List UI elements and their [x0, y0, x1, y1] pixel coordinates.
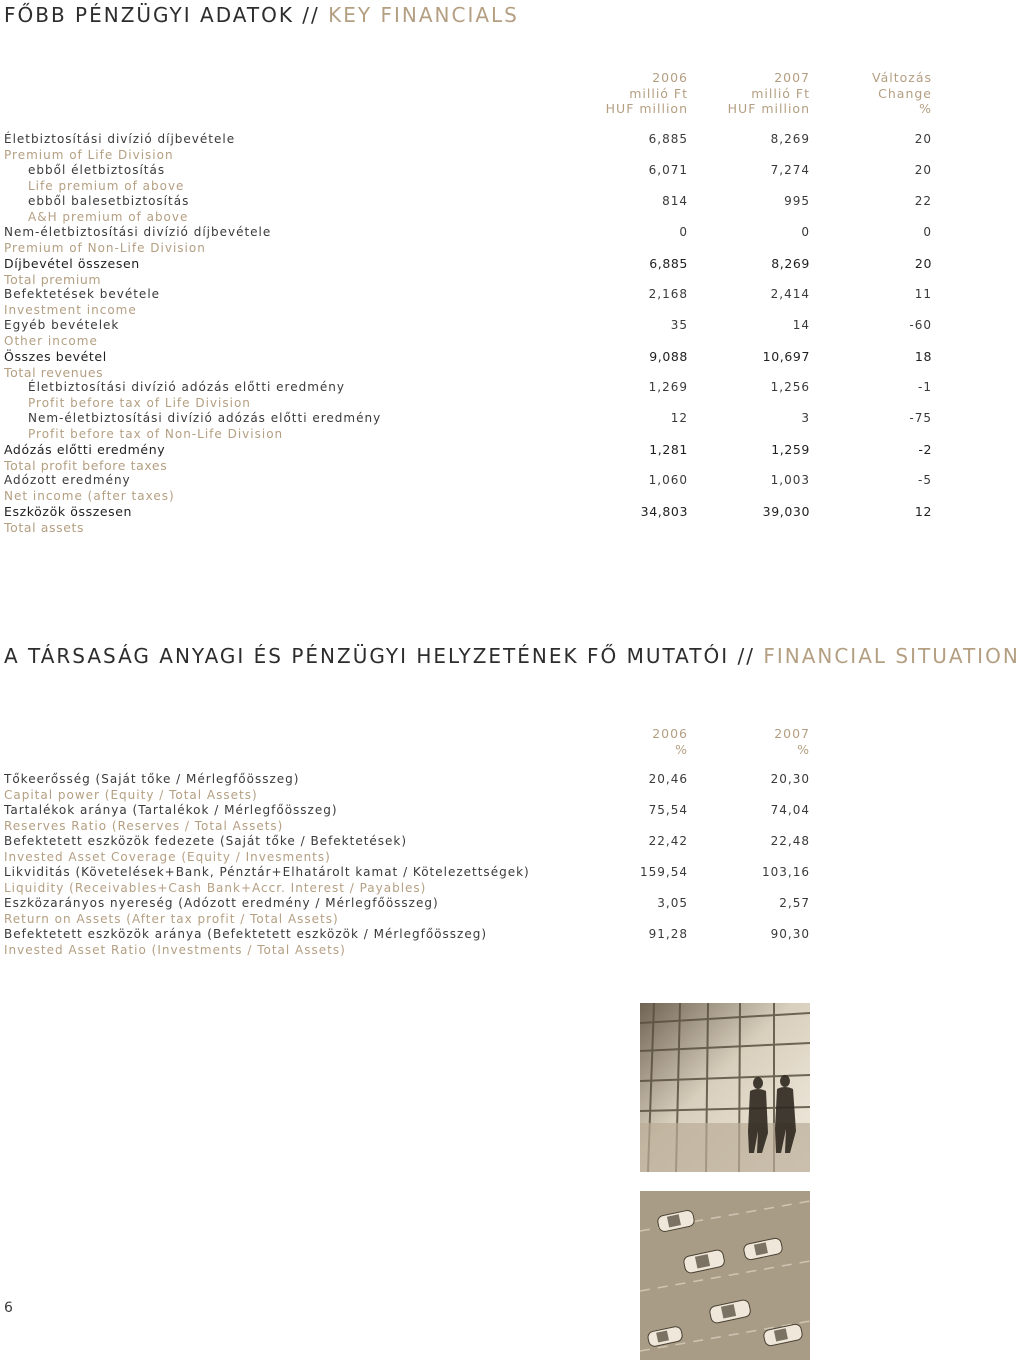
row-label-en: Net income (after taxes)	[4, 488, 175, 503]
value-2006: 3,05	[657, 896, 688, 910]
value-2007: 7,274	[770, 163, 810, 177]
row-label-hu: Életbiztosítási divízió díjbevétele	[4, 132, 236, 146]
value-2006: 6,071	[648, 163, 688, 177]
value-2007: 2,414	[770, 287, 810, 301]
value-2006: 2,168	[648, 287, 688, 301]
row-label-en: Reserves Ratio (Reserves / Total Assets)	[4, 818, 284, 833]
row-label-en: Liquidity (Receivables+Cash Bank+Accr. Interest / Payables)	[4, 880, 427, 895]
value-2006: 814	[662, 194, 688, 208]
value-2006: 159,54	[640, 865, 688, 879]
col-header-2006	[600, 70, 688, 117]
col-header-line: 2006	[652, 70, 688, 85]
col-header-2006	[600, 726, 688, 757]
table-row	[4, 163, 932, 194]
value-2007: 0	[801, 225, 810, 239]
title-hu: A TÁRSASÁG ANYAGI ÉS PÉNZÜGYI HELYZETÉNEK FŐ MUTATÓI //	[4, 644, 764, 668]
col-header-line: %	[675, 741, 688, 757]
value-change: 12	[914, 504, 932, 519]
row-label-hu: Tartalékok aránya (Tartalékok / Mérlegfőösszeg)	[4, 803, 338, 817]
col-header-line: 2006	[652, 726, 688, 741]
value-2006: 6,885	[649, 256, 688, 271]
row-label-en: Other income	[4, 333, 98, 348]
col-header-line: HUF million	[727, 101, 810, 116]
value-2007: 1,256	[770, 380, 810, 394]
table-row	[4, 834, 932, 865]
value-change: 0	[923, 225, 932, 239]
title-en: FINANCIAL SITUATION	[763, 644, 1020, 668]
value-2006: 0	[679, 225, 688, 239]
col-header-line: %	[797, 741, 810, 757]
row-label-en: Profit before tax of Life Division	[28, 395, 251, 410]
col-header-line: Change	[878, 85, 932, 101]
value-2007: 103,16	[762, 865, 810, 879]
title-en: KEY FINANCIALS	[328, 3, 519, 27]
row-label-hu: ebből életbiztosítás	[28, 163, 166, 177]
value-2007: 10,697	[762, 349, 810, 364]
aerial-cars-photo-art	[640, 1191, 810, 1360]
business-people-photo	[640, 1003, 810, 1172]
value-2007: 90,30	[770, 927, 810, 941]
value-2006: 12	[670, 411, 688, 425]
col-header-line: Változás	[872, 70, 932, 85]
row-label-hu: Nem-életbiztosítási divízió díjbevétele	[4, 225, 272, 239]
value-2006: 1,281	[649, 442, 688, 457]
row-label-hu: Egyéb bevételek	[4, 318, 120, 332]
col-header-line: millió Ft	[629, 85, 688, 101]
table-row	[4, 803, 932, 834]
row-label-hu: Adózott eredmény	[4, 473, 131, 487]
row-label-en: Premium of Life Division	[4, 147, 174, 162]
row-label-hu: ebből balesetbiztosítás	[28, 194, 190, 208]
aerial-cars-photo	[640, 1191, 810, 1360]
col-header-line: %	[919, 101, 932, 116]
table-row-total	[4, 349, 932, 380]
row-label-hu: Likviditás (Követelések+Bank, Pénztár+Elhatárolt kamat / Kötelezettségek)	[4, 865, 530, 879]
row-label-en: A&H premium of above	[28, 209, 189, 224]
financial-situation-title	[4, 644, 1020, 668]
row-label-hu: Eszközök összesen	[4, 504, 133, 519]
value-change: 18	[914, 349, 932, 364]
value-change: -5	[918, 473, 932, 487]
value-change: -2	[918, 442, 932, 457]
value-change: 20	[914, 132, 932, 146]
table-row	[4, 927, 932, 958]
row-label-en: Invested Asset Ratio (Investments / Total Assets)	[4, 942, 346, 957]
table-row	[4, 865, 932, 896]
col-header-line: millió Ft	[751, 85, 810, 101]
table-row-total	[4, 256, 932, 287]
table-row	[4, 772, 932, 803]
value-2006: 91,28	[648, 927, 688, 941]
value-2007: 8,269	[771, 256, 810, 271]
value-2006: 22,42	[648, 834, 688, 848]
value-2007: 14	[792, 318, 810, 332]
value-2007: 74,04	[770, 803, 810, 817]
row-label-hu: Díjbevétel összesen	[4, 256, 140, 271]
value-2006: 34,803	[640, 504, 688, 519]
table-row	[4, 132, 932, 163]
row-label-hu: Befektetett eszközök aránya (Befektetett eszközök / Mérlegfőösszeg)	[4, 927, 487, 941]
value-change: 11	[914, 287, 932, 301]
row-label-en: Invested Asset Coverage (Equity / Invesments)	[4, 849, 331, 864]
value-2006: 6,885	[648, 132, 688, 146]
value-change: -60	[909, 318, 932, 332]
table-row	[4, 287, 932, 318]
key-financials-title	[4, 3, 519, 27]
col-header-line: HUF million	[605, 101, 688, 116]
col-header-2007	[720, 70, 810, 117]
page-number: 6	[4, 1300, 13, 1316]
value-2007: 3	[801, 411, 810, 425]
row-label-en: Profit before tax of Non-Life Division	[28, 426, 284, 441]
value-2007: 995	[784, 194, 810, 208]
col-header-line: 2007	[774, 726, 810, 741]
row-label-en: Capital power (Equity / Total Assets)	[4, 787, 258, 802]
col-header-change	[842, 70, 932, 117]
value-2006: 35	[670, 318, 688, 332]
value-change: 20	[914, 256, 932, 271]
value-2007: 20,30	[770, 772, 810, 786]
row-label-hu: Befektetések bevétele	[4, 287, 161, 301]
value-2006: 1,269	[648, 380, 688, 394]
row-label-en: Investment income	[4, 302, 137, 317]
value-2006: 1,060	[648, 473, 688, 487]
row-label-hu: Adózás előtti eredmény	[4, 442, 166, 457]
table-row	[4, 411, 932, 442]
row-label-en: Total revenues	[4, 364, 104, 380]
title-hu: FŐBB PÉNZÜGYI ADATOK //	[4, 3, 329, 27]
value-change: 20	[914, 163, 932, 177]
business-people-photo-art	[640, 1003, 810, 1172]
row-label-hu: Tőkeerősség (Saját tőke / Mérlegfőösszeg)	[4, 772, 300, 786]
row-label-hu: Eszközarányos nyereség (Adózott eredmény / Mérlegfőösszeg)	[4, 896, 439, 910]
value-2007: 8,269	[770, 132, 810, 146]
row-label-en: Total profit before taxes	[4, 457, 168, 473]
row-label-en: Premium of Non-Life Division	[4, 240, 206, 255]
table-row-total	[4, 442, 932, 473]
value-2007: 39,030	[762, 504, 810, 519]
table-row	[4, 225, 932, 256]
value-2006: 75,54	[648, 803, 688, 817]
row-label-en: Life premium of above	[28, 178, 185, 193]
table-row	[4, 380, 932, 411]
row-label-hu: Befektetett eszközök fedezete (Saját tőke / Befektetések)	[4, 834, 408, 848]
row-label-en: Total premium	[4, 271, 102, 287]
value-change: -1	[918, 380, 932, 394]
col-header-line: 2007	[774, 70, 810, 85]
table-row-total	[4, 504, 932, 535]
value-change: 22	[914, 194, 932, 208]
row-label-en: Total assets	[4, 519, 85, 535]
table-row	[4, 318, 932, 349]
value-2006: 9,088	[649, 349, 688, 364]
table-row	[4, 473, 932, 504]
value-2006: 20,46	[648, 772, 688, 786]
row-label-hu: Nem-életbiztosítási divízió adózás előtti eredmény	[28, 411, 382, 425]
value-2007: 22,48	[770, 834, 810, 848]
row-label-hu: Összes bevétel	[4, 349, 107, 364]
value-2007: 1,003	[770, 473, 810, 487]
value-change: -75	[909, 411, 932, 425]
value-2007: 2,57	[779, 896, 810, 910]
value-2007: 1,259	[771, 442, 810, 457]
table-row	[4, 896, 932, 927]
row-label-hu: Életbiztosítási divízió adózás előtti eredmény	[28, 380, 346, 394]
row-label-en: Return on Assets (After tax profit / Total Assets)	[4, 911, 339, 926]
col-header-2007	[720, 726, 810, 757]
table-row	[4, 194, 932, 225]
